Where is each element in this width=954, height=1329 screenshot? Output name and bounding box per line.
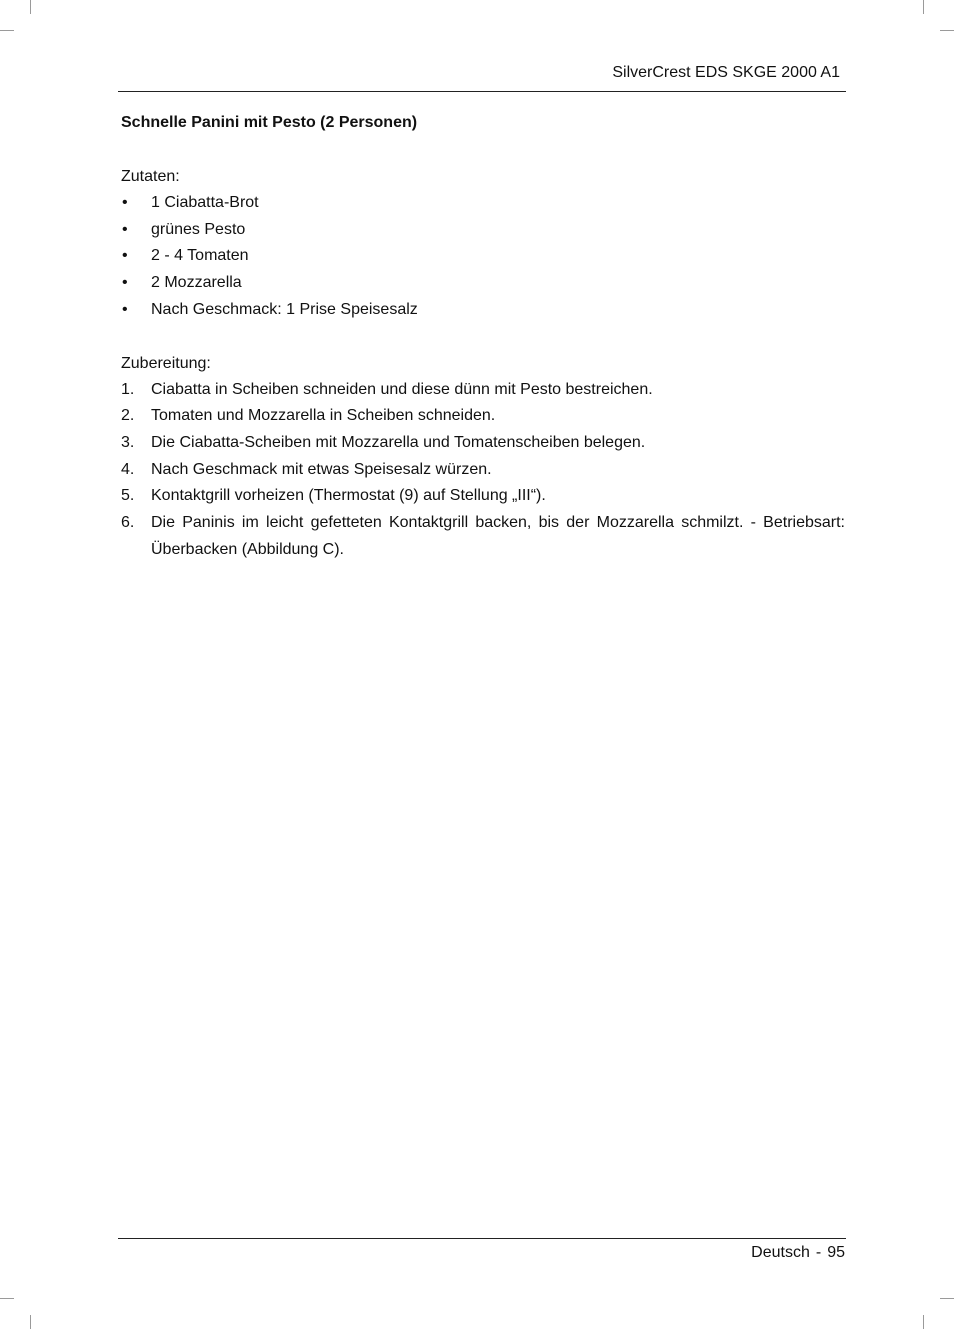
step-number: 6. (121, 514, 135, 532)
list-item: • Nach Geschmack: 1 Prise Speisesalz (121, 297, 845, 324)
bullet-icon: • (122, 274, 128, 292)
bullet-icon: • (122, 300, 128, 318)
step-item (121, 510, 845, 563)
crop-mark (940, 1298, 954, 1299)
crop-mark (0, 30, 14, 31)
bullet-icon: • (122, 194, 128, 211)
page-footer (751, 1242, 845, 1264)
preparation-label: Zubereitung: (121, 354, 211, 372)
header-title: SilverCrest EDS SKGE 2000 A1 (612, 64, 840, 81)
step-number: 4. (121, 460, 135, 478)
ingredients-label: Zutaten: (121, 168, 180, 185)
step-text: Nach Geschmack mit etwas Speisesalz würzen. (151, 460, 492, 478)
step-number: 2. (121, 407, 135, 425)
crop-mark (30, 1315, 31, 1329)
step-number: 3. (121, 433, 135, 451)
footer-rule (118, 1238, 846, 1239)
header-rule (118, 91, 846, 92)
list-item: • 2 - 4 Tomaten (121, 243, 845, 270)
ingredients-list (121, 190, 845, 324)
recipe-title: Schnelle Panini mit Pesto (2 Personen) (121, 114, 418, 131)
footer-language: Deutsch (751, 1244, 810, 1261)
crop-mark (940, 30, 954, 31)
step-item (121, 457, 845, 484)
step-item (121, 403, 845, 430)
step-text: Die Ciabatta-Scheiben mit Mozzarella und Tomatenscheiben belegen. (151, 433, 646, 451)
bullet-icon: • (122, 247, 128, 265)
step-item (121, 430, 845, 457)
crop-mark (30, 0, 31, 14)
list-item: • 1 Ciabatta-Brot (121, 190, 845, 217)
crop-mark (923, 0, 924, 14)
step-text: Ciabatta in Scheiben schneiden und diese dünn mit Pesto bestreichen. (151, 380, 653, 398)
step-text: Kontaktgrill vorheizen (Thermostat (9) auf Stellung „III“). (151, 487, 546, 505)
crop-mark (0, 1298, 14, 1299)
list-item: • 2 Mozzarella (121, 270, 845, 297)
steps-list (121, 377, 845, 564)
footer-separator: - (815, 1244, 822, 1261)
recipe-content (121, 110, 845, 563)
crop-mark (923, 1315, 924, 1329)
step-text: Tomaten und Mozzarella in Scheiben schneiden. (151, 407, 496, 425)
step-text: Die Paninis im leicht gefetteten Kontaktgrill backen, bis der Mozzarella schmilzt. - Betriebsart: Überbacken (Abbildung C). (151, 514, 845, 558)
step-number: 1. (121, 380, 135, 398)
step-item (121, 483, 845, 510)
bullet-icon: • (122, 220, 128, 238)
page-number: 95 (827, 1244, 845, 1261)
list-item: • grünes Pesto (121, 217, 845, 244)
step-number: 5. (121, 487, 135, 505)
step-item (121, 377, 845, 404)
